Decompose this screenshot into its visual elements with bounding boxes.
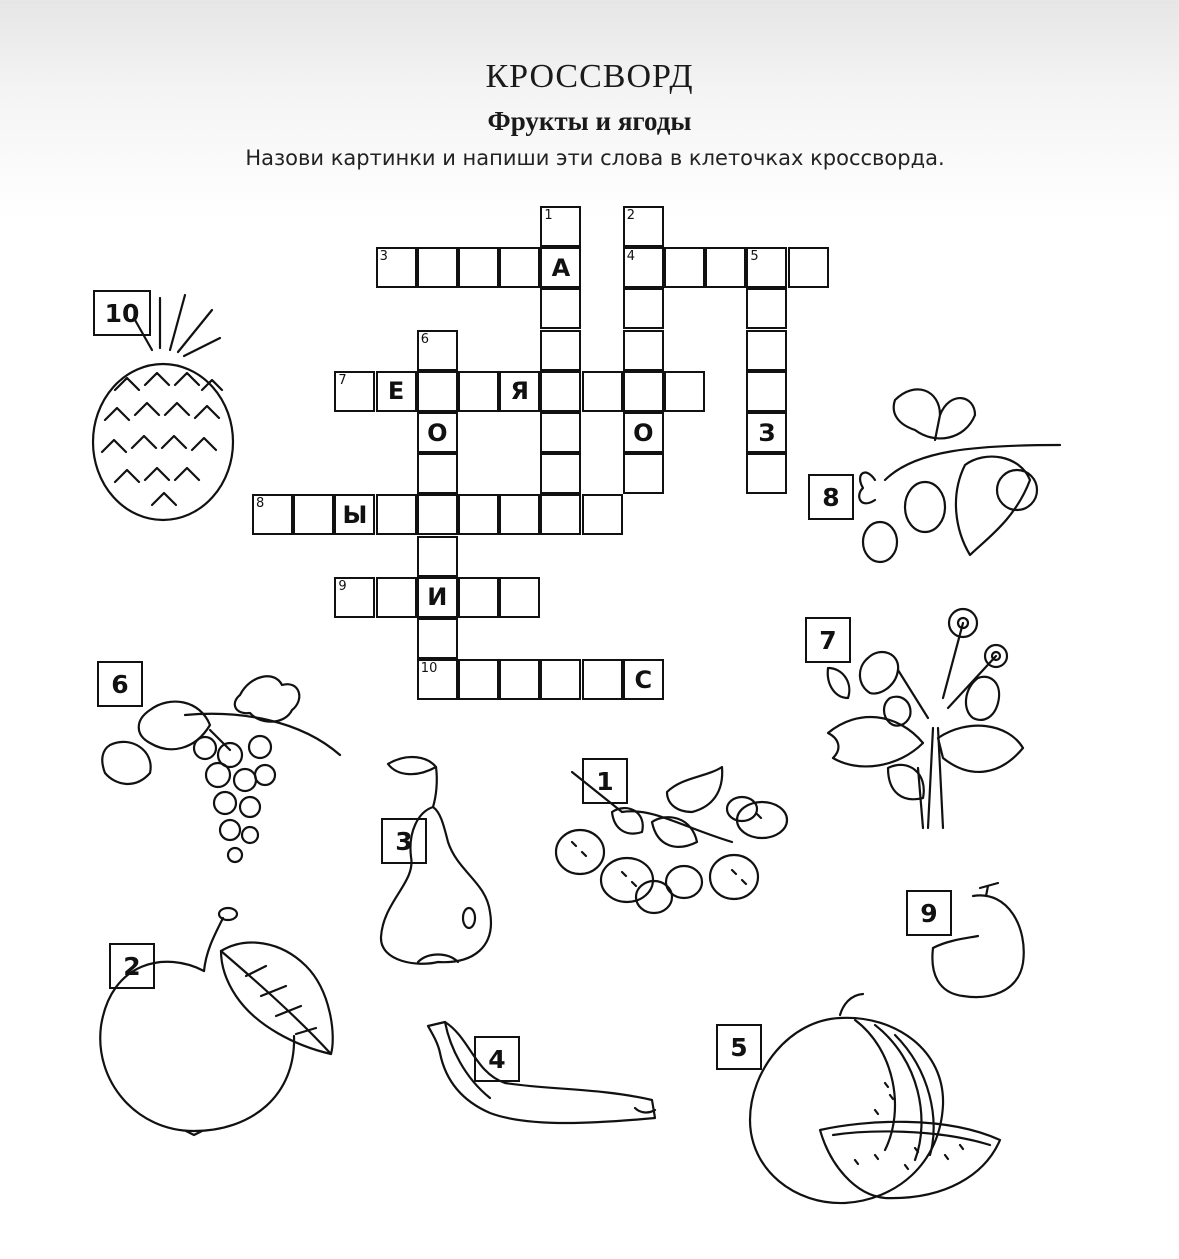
cell-r10[interactable] bbox=[417, 659, 458, 700]
given-letter: Е bbox=[387, 377, 405, 406]
cell-r3[interactable] bbox=[417, 247, 458, 288]
cell-r8[interactable] bbox=[582, 494, 623, 535]
cell-r8[interactable] bbox=[458, 494, 499, 535]
cell-c2[interactable] bbox=[623, 453, 664, 494]
cell-r9[interactable] bbox=[458, 577, 499, 618]
picture-label-6: 6 bbox=[97, 661, 143, 707]
cell-r3[interactable] bbox=[499, 247, 540, 288]
cell-r8[interactable] bbox=[499, 494, 540, 535]
cell-c1[interactable] bbox=[540, 206, 581, 247]
cell-r4[interactable] bbox=[664, 247, 705, 288]
plum-icon bbox=[928, 878, 1028, 1003]
cell-r7[interactable] bbox=[499, 371, 540, 412]
apple-icon bbox=[96, 906, 346, 1141]
cell-r8[interactable] bbox=[293, 494, 334, 535]
cell-r3[interactable] bbox=[458, 247, 499, 288]
given-letter: С bbox=[634, 665, 653, 694]
picture-label-1: 1 bbox=[582, 758, 628, 804]
cell-c2[interactable] bbox=[623, 330, 664, 371]
cell-r9[interactable] bbox=[499, 577, 540, 618]
given-letter: О bbox=[633, 418, 654, 447]
picture-label-5: 5 bbox=[716, 1024, 762, 1070]
clue-number: 9 bbox=[338, 578, 347, 594]
picture-label-2: 2 bbox=[109, 943, 155, 989]
cell-r8[interactable] bbox=[334, 494, 375, 535]
cell-c6[interactable] bbox=[417, 536, 458, 577]
gooseberry-icon bbox=[855, 370, 1065, 570]
clue-number: 8 bbox=[256, 496, 265, 512]
clue-number: 4 bbox=[626, 249, 636, 265]
pineapple-icon bbox=[90, 290, 250, 525]
cell-c6[interactable] bbox=[417, 330, 458, 371]
cell-r9[interactable] bbox=[334, 577, 375, 618]
given-letter: А bbox=[551, 253, 571, 282]
cell-c5[interactable] bbox=[746, 330, 787, 371]
given-letter: З bbox=[758, 418, 776, 447]
cell-c5[interactable] bbox=[746, 453, 787, 494]
clue-number: 1 bbox=[544, 208, 553, 223]
cell-c2[interactable] bbox=[623, 412, 664, 453]
cell-r7[interactable] bbox=[623, 371, 664, 412]
cell-r4[interactable] bbox=[623, 247, 664, 288]
given-letter: О bbox=[427, 418, 448, 447]
given-letter: И bbox=[427, 583, 448, 612]
cell-r8[interactable] bbox=[417, 494, 458, 535]
clue-number: 6 bbox=[420, 331, 430, 347]
cell-r10[interactable] bbox=[540, 659, 581, 700]
cell-r7[interactable] bbox=[540, 371, 581, 412]
cell-c1[interactable] bbox=[540, 412, 581, 453]
cell-c2[interactable] bbox=[623, 206, 664, 247]
cell-r10[interactable] bbox=[623, 659, 664, 700]
cell-r3[interactable] bbox=[376, 247, 417, 288]
cell-c5[interactable] bbox=[746, 371, 787, 412]
picture-label-9: 9 bbox=[906, 890, 952, 936]
pear-icon bbox=[378, 752, 503, 970]
watermelon-icon bbox=[745, 990, 1010, 1210]
cell-c1[interactable] bbox=[540, 288, 581, 329]
clue-number: 7 bbox=[338, 372, 347, 388]
cell-c1[interactable] bbox=[540, 453, 581, 494]
cell-c6[interactable] bbox=[417, 412, 458, 453]
picture-label-10: 10 bbox=[93, 290, 151, 336]
cell-r8[interactable] bbox=[252, 494, 293, 535]
strawberry-icon bbox=[818, 598, 1028, 833]
cell-r7[interactable] bbox=[582, 371, 623, 412]
cell-c1[interactable] bbox=[540, 330, 581, 371]
cell-r10[interactable] bbox=[499, 659, 540, 700]
cell-c5[interactable] bbox=[746, 288, 787, 329]
currant-icon bbox=[100, 655, 350, 870]
clue-number: 3 bbox=[379, 249, 388, 265]
cell-r7[interactable] bbox=[417, 371, 458, 412]
picture-label-3: 3 bbox=[381, 818, 427, 864]
page-title: КРОССВОРД bbox=[485, 58, 694, 95]
clue-number: 2 bbox=[626, 208, 636, 223]
given-letter: Ы bbox=[342, 500, 368, 529]
cell-r7[interactable] bbox=[458, 371, 499, 412]
instruction-text: Назови картинки и напиши эти слова в клеточках кроссворда. bbox=[245, 146, 945, 170]
cell-r8[interactable] bbox=[540, 494, 581, 535]
cell-c2[interactable] bbox=[623, 288, 664, 329]
cell-r9[interactable] bbox=[376, 577, 417, 618]
cell-c5[interactable] bbox=[746, 412, 787, 453]
cell-r7[interactable] bbox=[334, 371, 375, 412]
cell-c6[interactable] bbox=[417, 618, 458, 659]
picture-label-8: 8 bbox=[808, 474, 854, 520]
cell-r7[interactable] bbox=[376, 371, 417, 412]
raspberry-icon bbox=[552, 752, 802, 922]
clue-number: 10 bbox=[420, 661, 438, 677]
clue-number: 5 bbox=[750, 249, 759, 265]
page-subtitle: Фрукты и ягоды bbox=[487, 106, 692, 136]
cell-c6[interactable] bbox=[417, 453, 458, 494]
cell-r4[interactable] bbox=[788, 247, 829, 288]
cell-r4[interactable] bbox=[746, 247, 787, 288]
cell-r10[interactable] bbox=[458, 659, 499, 700]
cell-r8[interactable] bbox=[376, 494, 417, 535]
given-letter: Я bbox=[510, 377, 529, 406]
cell-r7[interactable] bbox=[664, 371, 705, 412]
banana-icon bbox=[420, 1018, 665, 1130]
picture-label-4: 4 bbox=[474, 1036, 520, 1082]
cell-r10[interactable] bbox=[582, 659, 623, 700]
cell-r4[interactable] bbox=[705, 247, 746, 288]
cell-c1[interactable] bbox=[540, 247, 581, 288]
cell-r9[interactable] bbox=[417, 577, 458, 618]
picture-label-7: 7 bbox=[805, 617, 851, 663]
